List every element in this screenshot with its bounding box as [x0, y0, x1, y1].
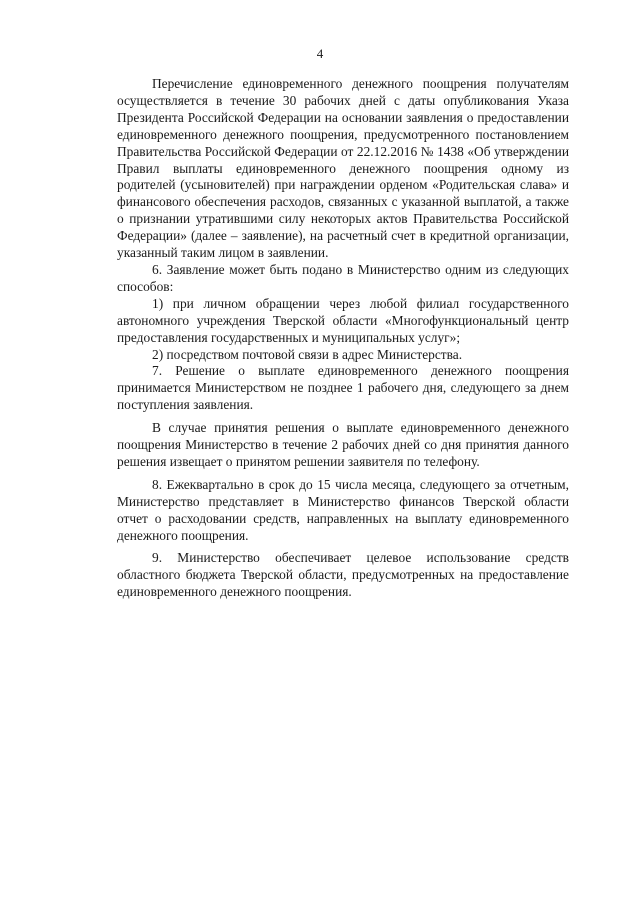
paragraph-transfer-terms — [117, 76, 569, 262]
item-number: 2) — [152, 346, 164, 362]
item-number: 6. — [152, 261, 163, 277]
item-number: 1) — [152, 295, 164, 311]
paragraph-subitem-1 — [117, 296, 569, 347]
page-number: 4 — [316, 46, 324, 61]
paragraph-text: Решение о выплате единовременного денежного поощрения принимается Министерством не позднее 1 рабочего дня, следующего за днем поступления заявления. — [117, 363, 569, 413]
item-number: 7. — [152, 363, 163, 379]
document-body — [117, 76, 569, 601]
paragraph-text: при личном обращении через любой филиал государственного автономного учреждения Тверской области «Многофункциональный центр предоставления государственных и муниципальных услуг»; — [117, 295, 569, 345]
paragraph-subitem-2 — [117, 347, 569, 364]
paragraph-item-9 — [117, 550, 569, 601]
paragraph-item-8 — [117, 477, 569, 545]
paragraph-item-6 — [117, 262, 569, 296]
paragraph-text: посредством почтовой связи в адрес Министерства. — [163, 346, 463, 362]
paragraph-text: Министерство обеспечивает целевое использование средств областного бюджета Тверской области, предусмотренных на предоставление единовременного денежного поощрения. — [117, 550, 569, 600]
item-number: 9. — [152, 550, 163, 566]
paragraph-item-7 — [117, 363, 569, 414]
paragraph-text: Перечисление единовременного денежного поощрения получателям осуществляется в течение 30 рабочих дней с даты опубликования Указа Президента Российской Федерации на основании заявления о предоставлении единовременного денежного поощрения, предусмотренного постановлением Правительства Российской Федерации от 22.12.2016 № 1438 «Об утверждении Правил выплаты единовременного денежного поощрения одному из родителей (усыновителей) при награждении орденом «Родительская слава» и финансового обеспечения расходов, связанных с указанной выплатой, а также о признании утратившими силу некоторых актов Правительства Российской Федерации» (далее – заявление), на расчетный счет в кредитной организации, указанный таким лицом в заявлении. — [117, 76, 569, 261]
paragraph-text: Заявление может быть подано в Министерство одним из следующих способов: — [117, 261, 569, 294]
paragraph-decision-notice — [117, 420, 569, 471]
item-number: 8. — [152, 476, 163, 492]
paragraph-text: Ежеквартально в срок до 15 числа месяца, следующего за отчетным, Министерство представляет в Министерство финансов Тверской области отчет о расходовании средств, направленных на выплату единовременного денежного поощрения. — [117, 476, 569, 543]
paragraph-text: В случае принятия решения о выплате единовременного денежного поощрения Министерство в течение 2 рабочих дней со дня принятия данного решения извещает о принятом решении заявителя по телефону. — [117, 420, 569, 469]
